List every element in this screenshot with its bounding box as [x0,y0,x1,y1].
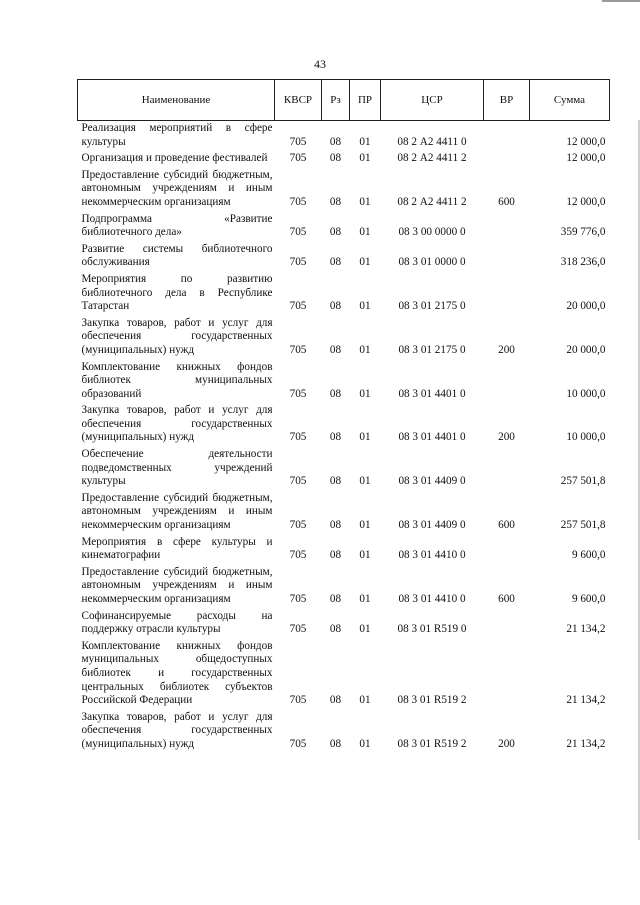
cell-sum: 318 236,0 [560,256,606,269]
table-row [78,272,610,316]
table-body [78,121,610,754]
cell-csr: 08 3 01 4409 0 [398,475,466,488]
cell-vr: 600 [498,195,515,208]
cell-rz: 08 [329,475,342,488]
budget-table [77,79,610,754]
cell-vr [484,360,530,404]
cell-pr: 01 [359,623,371,636]
table-row [78,447,610,491]
cell-name: Организация и проведение фестивалей [81,152,268,165]
cell-name: Комплектование книжных фондов муниципальных общедоступных библиотек и государственных центральных библиотек субъектов Российской Федерации [81,639,273,707]
cell-rz: 08 [329,135,342,148]
cell-pr: 01 [359,226,371,239]
cell-rz: 08 [329,343,342,356]
cell-rz: 08 [329,623,342,636]
cell-sum: 12 000,0 [566,195,606,208]
header-vr: ВР [484,80,530,121]
cell-pr: 01 [359,549,371,562]
cell-kvsr: 705 [289,195,307,208]
table-row [78,609,610,639]
cell-vr [484,447,530,491]
header-kvsr: КВСР [275,80,322,121]
cell-sum: 10 000,0 [566,387,606,400]
cell-csr: 08 2 А2 4411 2 [397,195,467,208]
cell-vr [484,151,530,168]
table-row [78,316,610,360]
table-row [78,121,610,152]
cell-vr [484,609,530,639]
cell-csr: 08 3 01 2175 0 [398,300,466,313]
table-row [78,403,610,447]
cell-rz: 08 [329,300,342,313]
table-row [78,151,610,168]
table-row [78,535,610,565]
cell-vr: 600 [498,519,515,532]
cell-name: Закупка товаров, работ и услуг для обеспечения государственных (муниципальных) нужд [81,316,273,356]
cell-kvsr: 705 [289,256,307,269]
cell-sum: 20 000,0 [566,343,606,356]
table-row [78,710,610,754]
cell-pr: 01 [359,737,371,750]
cell-vr [484,212,530,242]
cell-csr: 08 3 01 4401 0 [398,431,466,444]
scan-edge-mark [602,0,640,2]
cell-vr [484,242,530,272]
cell-name: Предоставление субсидий бюджетным, автономным учреждениям и иным некоммерческим организациям [81,491,273,532]
cell-rz: 08 [329,226,342,239]
cell-kvsr: 705 [289,519,307,532]
table-row [78,168,610,212]
cell-kvsr: 705 [289,152,307,165]
cell-sum: 21 134,2 [566,623,606,636]
cell-rz: 08 [329,195,342,208]
cell-pr: 01 [359,300,371,313]
table-row [78,242,610,272]
cell-sum: 21 134,2 [566,737,606,750]
cell-rz: 08 [329,519,342,532]
table-row [78,212,610,242]
table-header-row [78,80,610,121]
header-pr: ПР [350,80,381,121]
cell-name: Комплектование книжных фондов библиотек муниципальных образований [81,360,273,400]
cell-kvsr: 705 [289,226,307,239]
cell-pr: 01 [359,256,371,269]
cell-vr: 200 [498,431,515,444]
cell-kvsr: 705 [289,431,307,444]
cell-csr: 08 3 01 4409 0 [398,519,466,532]
cell-kvsr: 705 [289,549,307,562]
cell-name: Реализация мероприятий в сфере культуры [81,122,273,148]
cell-csr: 08 3 01 R519 2 [397,737,467,750]
cell-sum: 257 501,8 [560,519,606,532]
cell-vr [484,272,530,316]
cell-name: Подпрограмма «Развитие библиотечного дела» [81,212,273,239]
cell-name: Закупка товаров, работ и услуг для обеспечения государственных (муниципальных) нужд [81,710,273,750]
page-number: 43 [314,57,326,71]
cell-vr: 200 [498,737,515,750]
cell-pr: 01 [359,593,371,605]
cell-vr [484,535,530,565]
cell-rz: 08 [329,694,342,707]
cell-name: Предоставление субсидий бюджетным, автономным учреждениям и иным некоммерческим организациям [81,168,273,208]
cell-pr: 01 [359,343,371,356]
cell-kvsr: 705 [289,593,307,605]
cell-rz: 08 [329,737,342,750]
cell-name: Предоставление субсидий бюджетным, автономным учреждениям и иным некоммерческим организациям [81,565,273,605]
cell-rz: 08 [329,256,342,269]
cell-csr: 08 2 А2 4411 0 [397,135,467,148]
cell-rz: 08 [329,593,342,605]
cell-kvsr: 705 [289,623,307,636]
cell-kvsr: 705 [289,343,307,356]
cell-sum: 12 000,0 [566,135,606,148]
cell-vr: 600 [498,593,515,605]
cell-name: Мероприятия в сфере культуры и кинематографии [81,535,273,562]
cell-pr: 01 [359,195,371,208]
cell-sum: 9 600,0 [571,593,606,605]
cell-pr: 01 [359,694,371,707]
header-sum: Сумма [530,80,610,121]
cell-csr: 08 3 01 4401 0 [398,387,466,400]
cell-csr: 08 3 01 2175 0 [398,343,466,356]
header-csr: ЦСР [381,80,484,121]
cell-rz: 08 [329,549,342,562]
header-name: Наименование [78,80,275,121]
cell-rz: 08 [329,152,342,165]
cell-kvsr: 705 [289,135,307,148]
cell-pr: 01 [359,431,371,444]
cell-csr: 08 2 А2 4411 2 [397,152,467,165]
cell-rz: 08 [329,431,342,444]
cell-sum: 359 776,0 [560,226,606,239]
cell-kvsr: 705 [289,387,307,400]
cell-kvsr: 705 [289,475,307,488]
cell-kvsr: 705 [289,737,307,750]
cell-sum: 12 000,0 [566,152,606,165]
cell-vr [484,639,530,710]
cell-name: Мероприятия по развитию библиотечного дела в Республике Татарстан [81,272,273,313]
table-row [78,565,610,609]
cell-name: Обеспечение деятельности подведомственных учреждений культуры [81,448,273,488]
cell-sum: 257 501,8 [560,475,606,488]
cell-csr: 08 3 01 4410 0 [398,549,466,562]
cell-pr: 01 [359,387,371,400]
cell-csr: 08 3 01 0000 0 [398,256,466,269]
cell-sum: 9 600,0 [571,549,606,562]
cell-sum: 21 134,2 [566,694,606,707]
cell-csr: 08 3 01 R519 0 [397,623,467,636]
cell-name: Закупка товаров, работ и услуг для обеспечения государственных (муниципальных) нужд [81,404,273,444]
cell-csr: 08 3 01 R519 2 [397,694,467,707]
table-row [78,639,610,710]
header-rz: Рз [322,80,350,121]
cell-sum: 20 000,0 [566,300,606,313]
cell-vr [484,121,530,152]
cell-pr: 01 [359,152,371,165]
cell-pr: 01 [359,135,371,148]
table-row [78,360,610,404]
cell-csr: 08 3 00 0000 0 [398,226,466,239]
cell-rz: 08 [329,387,342,400]
cell-kvsr: 705 [289,694,307,707]
cell-csr: 08 3 01 4410 0 [398,593,466,605]
cell-vr: 200 [498,343,515,356]
cell-kvsr: 705 [289,300,307,313]
table-row [78,491,610,535]
cell-name: Софинансируемые расходы на поддержку отрасли культуры [81,609,273,636]
cell-pr: 01 [359,475,371,488]
cell-pr: 01 [359,519,371,532]
cell-name: Развитие системы библиотечного обслуживания [81,242,273,269]
cell-sum: 10 000,0 [566,431,606,444]
